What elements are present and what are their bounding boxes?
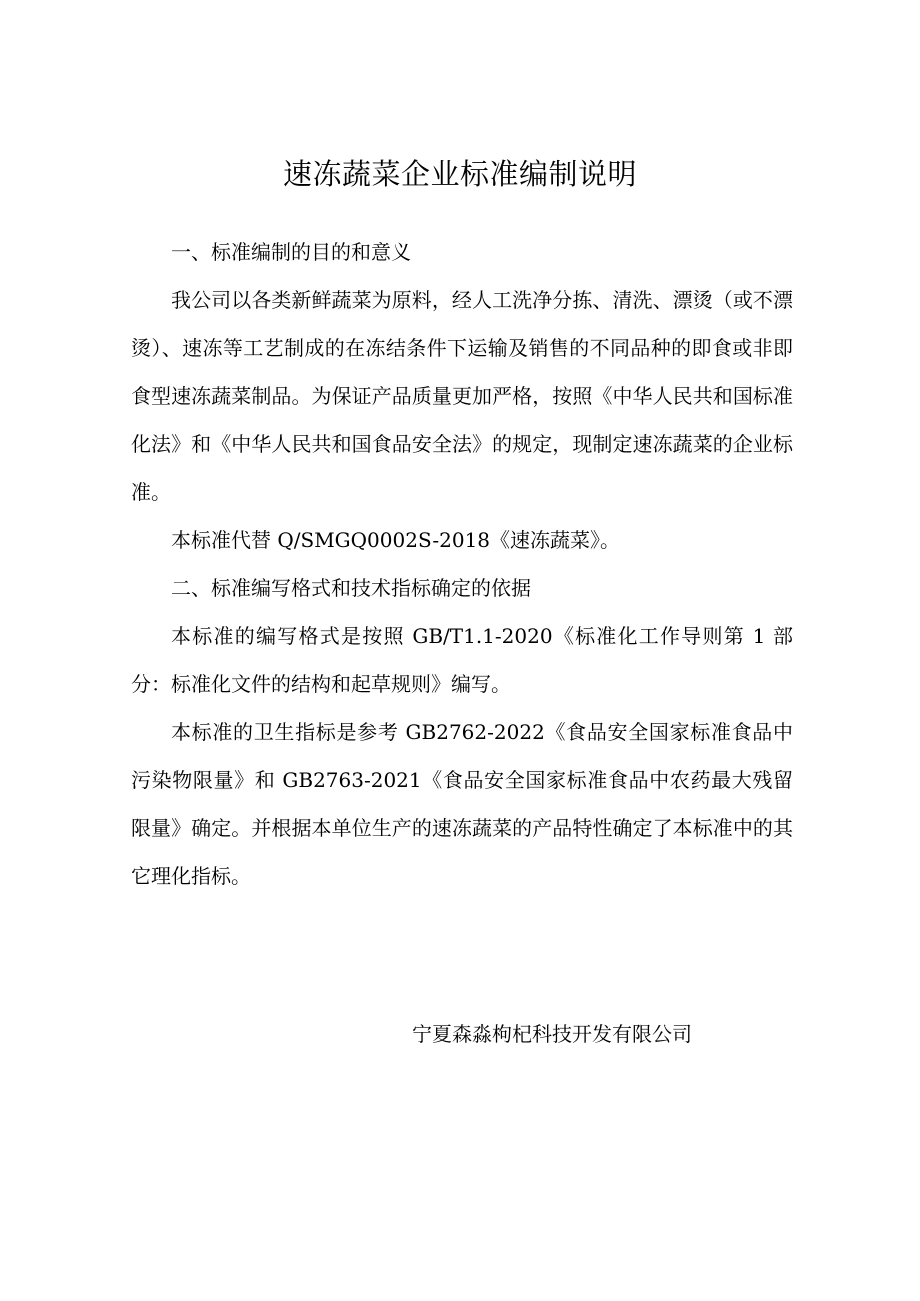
paragraph-hygiene: 本标准的卫生指标是参考 GB2762-2022《食品安全国家标准食品中污染物限量》和 GB2763-2021《食品安全国家标准食品中农药最大残留限量》确定。并根据本单位生产的速冻蔬菜的产品特性确定了本标准中的其它理化指标。: [131, 720, 793, 888]
paragraph-format: 本标准的编写格式是按照 GB/T1.1-2020《标准化工作导则第 1 部分：标准化文件的结构和起草规则》编写。: [131, 624, 793, 696]
section-heading-basis: 二、标准编写格式和技术指标确定的依据: [171, 576, 531, 600]
paragraph-purpose: 我公司以各类新鲜蔬菜为原料，经人工洗净分拣、清洗、漂烫（或不漂烫）、速冻等工艺制成的在冻结条件下运输及销售的不同品种的即食或非即食型速冻蔬菜制品。为保证产品质量更加严格，按照《中华人民共和国标准化法》和《中华人民共和国食品安全法》的规定，现制定速冻蔬菜的企业标准。: [131, 288, 793, 504]
document-title: 速冻蔬菜企业标准编制说明: [282, 157, 637, 191]
company-signature: 宁夏森淼枸杞科技开发有限公司: [412, 1022, 692, 1046]
section-heading-purpose: 一、标准编制的目的和意义: [171, 240, 411, 264]
paragraph-replacement: 本标准代替 Q/SMGQ0002S-2018《速冻蔬菜》。: [171, 528, 621, 552]
document-body: [131, 228, 793, 900]
